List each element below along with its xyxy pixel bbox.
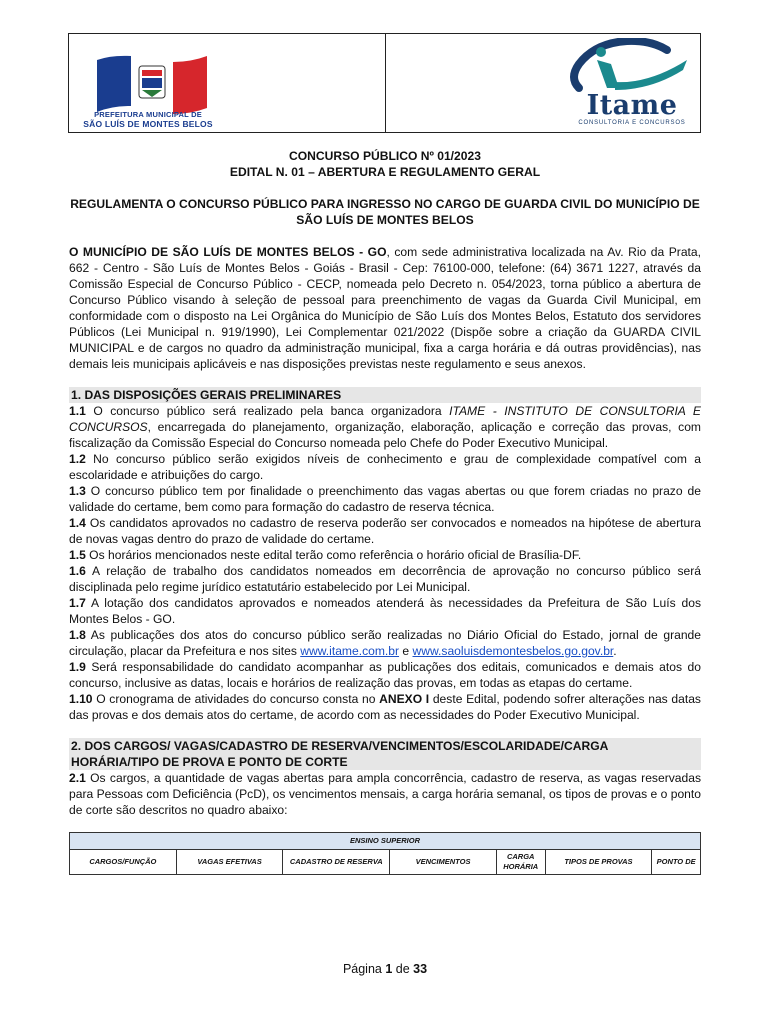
header-cell: VENCIMENTOS (390, 850, 497, 875)
intro-text: , com sede administrativa localizada na Av. Rio da Prata, 662 - Centro - São Luís de Montes Belos - Goiás - Brasil - Cep: 76100-000, telefone: (64) 3671 1227, através da Comissão Especial de Concurso Público - CECP, nomeada pelo Decreto n. 054/2023, torna público a abertura de Concurso Público visando à seleção de pessoal para preenchimento de vagas da Guarda Civil Municipal, em conformidade com o disposto na Lei Orgânica do Município de São Luís dos Montes Belos, Estatuto dos servidores Públicos (Lei Municipal n. 919/1990), Lei Complementar 021/2022 (Dispõe sobre a criação da GUARDA CIVIL MUNICIPAL e de cargos no quadro da administração municipal, fixa a carga horária e dá outras providências), nas demais leis municipais aplicáveis e nas disposições previstas neste regulamento e seus anexos. (69, 245, 701, 371)
item-text: No concurso público serão exigidos níveis de conhecimento e grau de complexidade compatível com a escolaridade e atribuições do cargo. (69, 452, 701, 482)
header-cell: CARGOS/FUNÇÃO (70, 850, 177, 875)
item-number: 1.6 (69, 564, 86, 578)
item-text: O concurso público será realizado pela banca organizadora (85, 404, 450, 418)
header-divider (385, 34, 386, 132)
item-text: deste Edital, podendo sofrer alterações nas datas das provas e dos demais atos do certame, de acordo com as necessidades do Poder Executivo Municipal. (69, 692, 701, 722)
item-number: 1.8 (69, 628, 86, 642)
intro-paragraph (69, 244, 701, 372)
item-1-2 (69, 451, 701, 483)
footer-page-total: 33 (413, 962, 428, 976)
header-cell: TIPOS DE PROVAS (545, 850, 652, 875)
item-text: Os candidatos aprovados no cadastro de reserva poderão ser convocados e nomeados na hipótese de abertura de novas vagas dentro do prazo de validade do certame. (69, 516, 701, 546)
item-emphasis: ITAME - INSTITUTO DE CONSULTORIA E CONCURSOS (69, 404, 701, 434)
item-text: Será responsabilidade do candidato acompanhar as publicações dos editais, comunicados e demais atos do concurso, inclusive as datas, locais e horários de realização das provas, em todas as etapas do certame. (69, 660, 701, 690)
header-cell: CADASTRO DE RESERVA (283, 850, 390, 875)
item-number: 1.5 (69, 548, 86, 562)
item-1-9 (69, 659, 701, 691)
item-1-4 (69, 515, 701, 547)
itame-logo-name: Itame (586, 90, 678, 121)
item-2-1 (69, 770, 701, 818)
header-cell: VAGAS EFETIVAS (176, 850, 283, 875)
footer-mid: de (392, 962, 414, 976)
item-1-8 (69, 627, 701, 659)
link-prefeitura-site[interactable]: www.saoluisdemontesbelos.go.gov.br (412, 644, 614, 658)
item-number: 2.1 (69, 771, 86, 785)
item-text: O cronograma de atividades do concurso consta no (92, 692, 380, 706)
item-text: A relação de trabalho dos candidatos nomeados em decorrência de aprovação no concurso público será disciplinada pelo regime jurídico estatutário estabelecido por Lei Municipal. (69, 564, 701, 594)
item-text: A lotação dos candidatos aprovados e nomeados atenderá às necessidades da Prefeitura de São Luís dos Montes Belos - GO. (69, 596, 701, 626)
section-1-heading: 1. DAS DISPOSIÇÕES GERAIS PRELIMINARES (69, 387, 701, 403)
item-text: O concurso público tem por finalidade o preenchimento das vagas abertas ou que forem criadas no prazo de validade do certame, bem como para formação do cadastro de reserva técnica. (69, 484, 701, 514)
table-header-row (70, 850, 701, 875)
positions-table (69, 832, 701, 875)
item-bold: ANEXO I (379, 692, 430, 706)
item-1-1 (69, 403, 701, 451)
item-text: . (613, 644, 617, 658)
table-title-cell: ENSINO SUPERIOR (70, 833, 701, 850)
document-body (69, 140, 701, 875)
intro-municipality: O MUNICÍPIO DE SÃO LUÍS DE MONTES BELOS - GO (69, 245, 387, 259)
item-number: 1.3 (69, 484, 86, 498)
municipal-logo-text (83, 110, 213, 129)
item-text: , encarregada do planejamento, organização, elaboração, aplicação e correção das provas, com fiscalização da Comissão Especial do Concurso nomeada pelo Chefe do Poder Executivo Municipal. (69, 420, 701, 450)
header-cell: PONTO DE (652, 850, 701, 875)
footer-page-number: 1 (385, 962, 393, 976)
item-number: 1.7 (69, 596, 86, 610)
item-number: 1.10 (69, 692, 93, 706)
item-text: Os cargos, a quantidade de vagas abertas para ampla concorrência, cadastro de reserva, as vagas reservadas para Pessoas com Deficiência (PcD), os vencimentos mensais, a carga horária semanal, os tipos de provas e o ponto de corte são descritos no quadro abaixo: (69, 771, 701, 817)
item-1-6 (69, 563, 701, 595)
municipal-logo-line2: SÃO LUÍS DE MONTES BELOS (83, 119, 213, 129)
item-number: 1.1 (69, 404, 86, 418)
page-footer (0, 962, 770, 976)
item-1-3 (69, 483, 701, 515)
title-edital: EDITAL N. 01 – ABERTURA E REGULAMENTO GERAL (229, 165, 541, 179)
header-box (68, 33, 701, 133)
item-text: e (399, 644, 413, 658)
title-contest-number: CONCURSO PÚBLICO Nº 01/2023 (289, 149, 481, 163)
item-1-10 (69, 691, 701, 723)
itame-logo-subtitle: CONSULTORIA E CONCURSOS (578, 120, 686, 126)
item-number: 1.2 (69, 452, 86, 466)
table-title-row (70, 833, 701, 850)
item-number: 1.9 (69, 660, 86, 674)
item-number: 1.4 (69, 516, 86, 530)
municipal-logo-line1: PREFEITURA MUNICIPAL DE (94, 110, 202, 119)
section-2-heading: 2. DOS CARGOS/ VAGAS/CADASTRO DE RESERVA/VENCIMENTOS/ESCOLARIDADE/CARGA HORÁRIA/TIPO DE PROVA E PONTO DE CORTE (69, 738, 701, 770)
title-regulation: REGULAMENTA O CONCURSO PÚBLICO PARA INGRESSO NO CARGO DE GUARDA CIVIL DO MUNICÍPIO DE SÃO LUÍS DE MONTES BELOS (70, 197, 700, 227)
item-1-5 (69, 547, 701, 563)
link-itame-site[interactable]: www.itame.com.br (300, 644, 400, 658)
item-1-7 (69, 595, 701, 627)
header-cell: CARGA HORÁRIA (496, 850, 545, 875)
footer-prefix: Página (342, 962, 386, 976)
item-text: As publicações dos atos do concurso público serão realizadas no Diário Oficial do Estado, jornal de grande circulação, placar da Prefeitura e nos sites (69, 628, 701, 658)
item-text: Os horários mencionados neste edital terão como referência o horário oficial de Brasília-DF. (85, 548, 582, 562)
